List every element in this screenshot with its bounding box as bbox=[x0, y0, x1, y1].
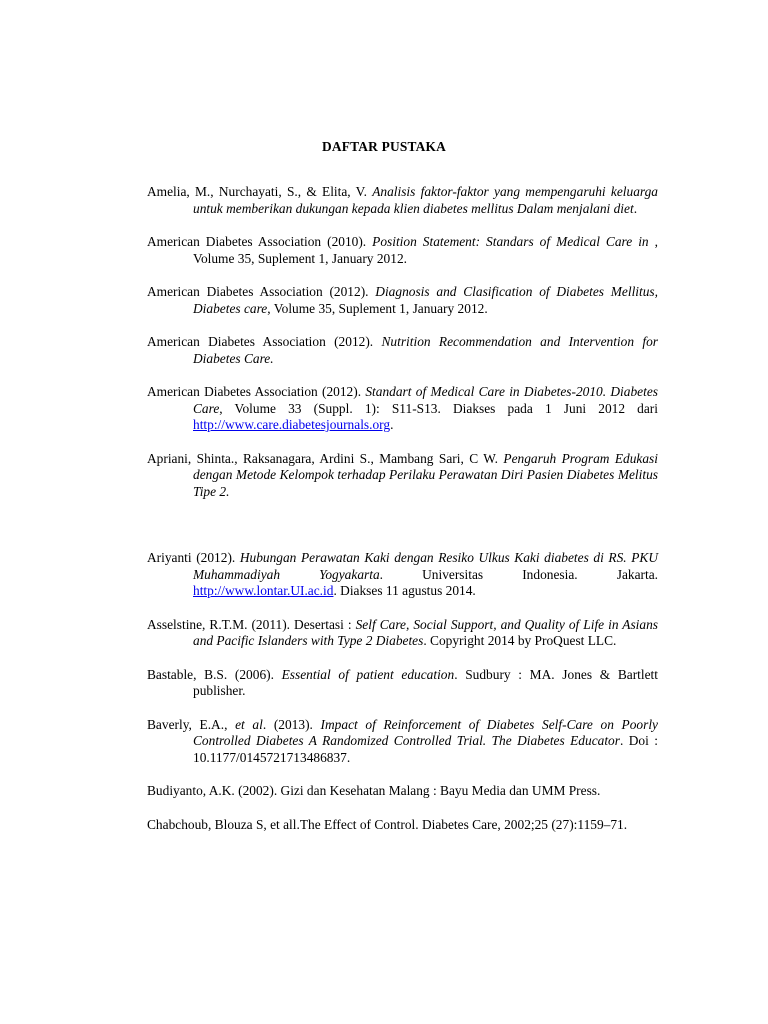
reference-title: Hubungan Perawatan Kaki dengan Resiko Ulkus Kaki diabetes di RS. PKU Muhammadiyah Yogyakarta bbox=[193, 550, 658, 582]
reference-text: Baverly, E.A., bbox=[147, 716, 236, 732]
reference-text: American Diabetes Association (2012). bbox=[147, 383, 366, 399]
reference-link[interactable]: http://www.lontar.UI.ac.id bbox=[193, 583, 334, 599]
reference-text: . Universitas Indonesia. Jakarta. bbox=[379, 566, 658, 582]
reference-list bbox=[147, 184, 658, 850]
reference-title: Diagnosis and Clasification of Diabetes Mellitus, Diabetes care bbox=[193, 283, 658, 316]
reference-text: Bastable, B.S. (2006). bbox=[147, 666, 282, 682]
reference-entry bbox=[147, 717, 658, 767]
reference-title: Impact of Reinforcement of Diabetes Self-Care on Poorly Controlled Diabetes A Randomized Controlled Trial. The Diabetes Educator bbox=[193, 716, 658, 749]
reference-text: Apriani, Shinta., Raksanagara, Ardini S., Mambang Sari, C W. bbox=[147, 450, 504, 466]
reference-entry bbox=[147, 234, 658, 267]
reference-text: Chabchoub, Blouza S, et all.The Effect of Control. Diabetes Care, 2002;25 (27):1159–71. bbox=[147, 816, 628, 832]
page-title: DAFTAR PUSTAKA bbox=[322, 139, 446, 154]
reference-text: . Sudbury : MA. Jones & Bartlett publisher. bbox=[193, 666, 658, 699]
reference-text: Budiyanto, A.K. (2002). Gizi dan Kesehatan Malang : Bayu Media dan UMM Press. bbox=[147, 783, 601, 799]
reference-text: , Volume 33 (Suppl. 1): S11-S13. Diakses pada 1 Juni 2012 dari bbox=[219, 400, 658, 416]
reference-text: , Volume 35, Suplement 1, January 2012. bbox=[267, 300, 488, 316]
reference-text: American Diabetes Association (2012). bbox=[147, 333, 382, 349]
reference-entry bbox=[147, 783, 658, 800]
reference-title: Nutrition Recommendation and Intervention for Diabetes Care. bbox=[193, 333, 658, 366]
reference-entry bbox=[147, 667, 658, 700]
reference-text: . Copyright 2014 by ProQuest LLC. bbox=[423, 633, 617, 649]
reference-entry bbox=[147, 334, 658, 367]
reference-text: Amelia, M., Nurchayati, S., & Elita, V. bbox=[147, 184, 373, 199]
reference-entry bbox=[147, 451, 658, 501]
reference-title: Pengaruh Program Edukasi dengan Metode Kelompok terhadap Perilaku Perawatan Diri Pasien Diabetes Melitus Tipe 2. bbox=[193, 450, 658, 499]
reference-text: . bbox=[390, 417, 394, 433]
reference-title: Self Care, Social Support, and Quality of Life in Asians and Pacific Islanders with Type 2 Diabetes bbox=[193, 616, 659, 649]
reference-entry bbox=[147, 184, 658, 217]
reference-title: Analisis faktor-faktor yang mempengaruhi keluarga untuk memberikan dukungan kepada klien diabetes mellitus Dalam menjalani diet bbox=[193, 184, 658, 216]
reference-link[interactable]: http://www.care.diabetesjournals.org bbox=[193, 417, 391, 433]
reference-text: . Diakses 11 agustus 2014. bbox=[333, 583, 476, 599]
reference-title: et al bbox=[235, 716, 263, 732]
reference-entry bbox=[147, 284, 658, 317]
reference-title: Essential of patient education bbox=[281, 666, 455, 682]
reference-text: . Doi : 10.1177/0145721713486837. bbox=[193, 733, 658, 766]
reference-text: . (2013). bbox=[262, 716, 321, 732]
reference-entry bbox=[147, 384, 658, 434]
reference-entry bbox=[147, 550, 658, 600]
reference-text: , Volume 35, Suplement 1, January 2012. bbox=[193, 233, 658, 266]
reference-text: Asselstine, R.T.M. (2011). Desertasi : bbox=[147, 616, 356, 632]
reference-text: Ariyanti (2012). bbox=[147, 550, 240, 566]
reference-text: . bbox=[633, 200, 638, 216]
reference-title: Position Statement: Standars of Medical Care in bbox=[372, 233, 649, 249]
reference-text: American Diabetes Association (2010). bbox=[147, 233, 373, 249]
reference-title: Standart of Medical Care in Diabetes-2010. Diabetes Care bbox=[193, 383, 658, 416]
reference-entry bbox=[147, 617, 658, 650]
reference-entry bbox=[147, 817, 658, 834]
reference-text: American Diabetes Association (2012). bbox=[147, 283, 376, 299]
